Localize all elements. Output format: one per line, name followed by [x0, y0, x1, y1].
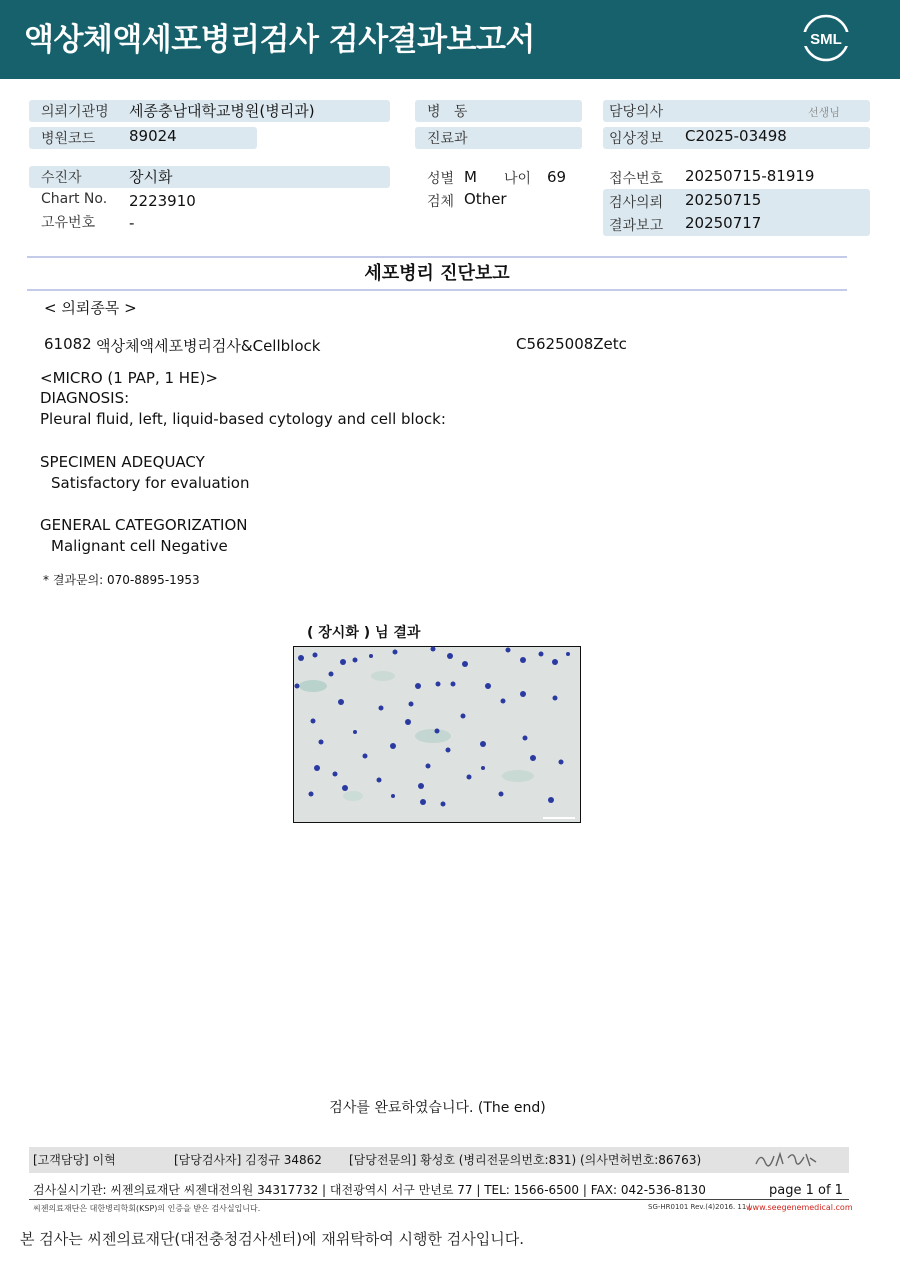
clinical-label: 임상정보 [609, 131, 664, 147]
image-caption: ( 장시화 ) 님 결과 [307, 625, 421, 641]
website-link[interactable]: www.seegenemedical.com [746, 1203, 853, 1212]
hospital-code-value: 89024 [129, 127, 177, 145]
department-label: 진료과 [427, 131, 468, 147]
technician: [담당검사자] 김정규 34862 [174, 1153, 322, 1167]
hospital-code-label: 병원코드 [41, 131, 96, 147]
outsourcing-notice: 본 검사는 씨젠의료재단(대전충청검사센터)에 재위탁하여 시행한 검사입니다. [20, 1230, 524, 1248]
cytology-micrograph [293, 646, 581, 823]
section-top-rule [27, 256, 847, 258]
signature [752, 1148, 818, 1172]
sml-logo [801, 13, 851, 63]
sex-label: 성별 [427, 171, 455, 187]
logo-text: SML [810, 31, 842, 48]
chart-label: Chart No. [41, 191, 108, 207]
form-code: SG-HR0101 Rev.(4)2016. 11 | [648, 1203, 751, 1211]
unique-label: 고유번호 [41, 215, 96, 231]
unique-value: - [129, 214, 135, 232]
chart-value: 2223910 [129, 192, 196, 210]
report-title: 액상체액세포병리검사 검사결과보고서 [24, 22, 535, 58]
request-label: 검사의뢰 [609, 195, 664, 211]
report-label: 결과보고 [609, 218, 664, 234]
report-date-value: 20250717 [685, 214, 762, 232]
patient-value: 장시화 [129, 168, 173, 186]
micro-line: <MICRO (1 PAP, 1 HE)> [40, 369, 218, 387]
institution-label: 의뢰기관명 [41, 104, 109, 120]
test-ref: C5625008Zetc [516, 335, 627, 353]
categorization-text: Malignant cell Negative [51, 537, 228, 555]
certification-note: 씨젠의료재단은 대한병리학회(KSP)의 인증을 받은 검사실입니다. [33, 1204, 261, 1213]
diagnosis-text: Pleural fluid, left, liquid-based cytology and cell block: [40, 410, 446, 428]
specialist: [담당전문의] 황성호 (병리전문의번호:831) (의사면허번호:86763) [349, 1153, 702, 1167]
footer-rule [29, 1199, 849, 1200]
customer-contact: [고객담당] 이혁 [33, 1153, 116, 1167]
page-number: page 1 of 1 [769, 1183, 843, 1198]
test-name: 액상체액세포병리검사&Cellblock [96, 337, 321, 355]
specimen-value: Other [464, 190, 507, 208]
institution-line: 검사실시기관: 씨젠의료재단 씨젠대전의원 34317732 | 대전광역시 서구 만년로 77 | TEL: 1566-6500 | FAX: 042-536-8130 [33, 1183, 706, 1197]
receipt-value: 20250715-81919 [685, 167, 815, 185]
inquiry-note: * 결과문의: 070-8895-1953 [43, 573, 200, 587]
specimen-label: 검체 [427, 194, 455, 210]
adequacy-text: Satisfactory for evaluation [51, 474, 250, 492]
receipt-label: 접수번호 [609, 171, 664, 187]
test-code: 61082 [44, 335, 92, 353]
doctor-suffix: 선생님 [808, 106, 840, 119]
institution-value: 세종충남대학교병원(병리과) [129, 102, 315, 120]
section-bottom-rule [27, 289, 847, 291]
request-value: 20250715 [685, 191, 762, 209]
adequacy-heading: SPECIMEN ADEQUACY [40, 453, 205, 471]
section-title: 세포병리 진단보고 [364, 263, 510, 284]
sex-value: M [464, 168, 477, 186]
request-items-heading: < 의뢰종목 > [44, 299, 137, 317]
end-text: 검사를 완료하였습니다. (The end) [329, 1100, 546, 1116]
ward-label: 병 동 [427, 104, 468, 120]
clinical-value: C2025-03498 [685, 127, 787, 145]
diagnosis-heading: DIAGNOSIS: [40, 389, 130, 407]
doctor-label: 담당의사 [609, 104, 664, 120]
age-value: 69 [547, 168, 567, 186]
categorization-heading: GENERAL CATEGORIZATION [40, 516, 248, 534]
age-label: 나이 [504, 171, 532, 187]
patient-label: 수진자 [41, 170, 82, 186]
patient-field [29, 166, 390, 188]
